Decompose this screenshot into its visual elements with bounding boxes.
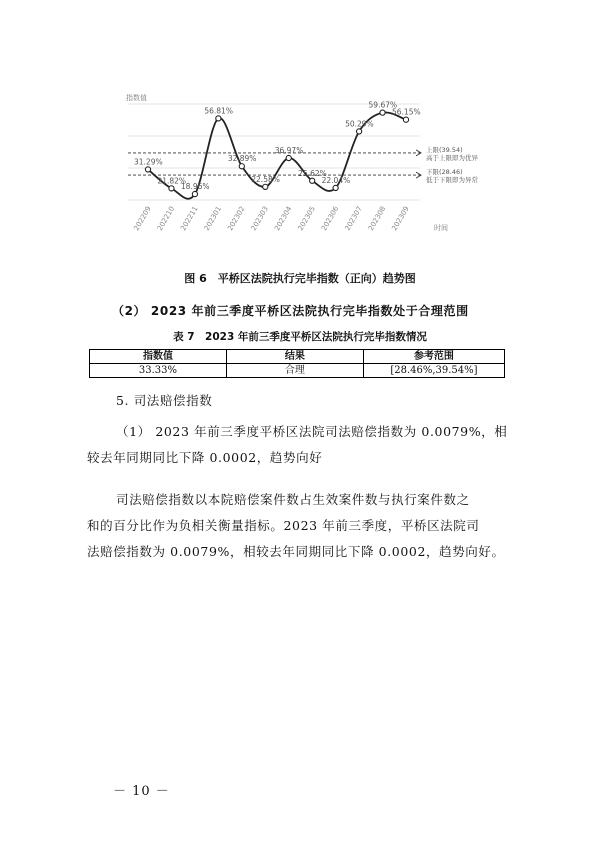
data-label: 31.29% [134,157,163,167]
data-label: 22.04% [321,175,351,185]
table-caption: 表 7 2023 年前三季度平桥区法院执行完毕指数情况 [173,331,427,343]
subsection-1-line1: （1） 2023 年前三季度平桥区法院司法赔偿指数为 0.0079%，相 [116,424,508,439]
data-point [263,184,268,189]
reference-note: 低于下限即为异常 [426,176,478,185]
reference-label: 上限(39.54) [426,145,463,154]
x-tick-label: 202304 [273,205,294,233]
data-point [145,167,150,172]
header-result: 结果 [226,350,363,364]
trend-chart [110,88,478,246]
body-paragraph-line2: 和的百分比作为负相关衡量指标。2023 年前三季度，平桥区法院司 [87,518,480,533]
reference-note: 高于上限即为优异 [426,153,478,162]
cell-reference-range: [28.46%,39.54%] [363,364,504,378]
data-label: 36.97% [274,146,304,156]
data-point [356,129,361,134]
data-label: 59.67% [368,100,398,110]
data-point [333,185,338,190]
x-tick-label: 202302 [226,205,247,233]
body-paragraph-line3: 法赔偿指数为 0.0079%，相较去年同期同比下降 0.0002，趋势向好。 [87,544,505,559]
data-label: 18.96% [180,182,210,192]
x-tick-label: 202211 [179,205,200,233]
x-tick-label: 202307 [343,205,364,233]
data-label: 22.58% [251,174,280,184]
section-5-heading: 5. 司法赔偿指数 [116,393,213,408]
data-point [169,186,174,191]
data-point [403,117,408,122]
section-heading: （2） 2023 年前三季度平桥区法院执行完毕指数处于合理范围 [112,304,469,318]
x-axis-title: 时间 [434,224,448,232]
table-header-row [90,350,505,364]
header-index-value: 指数值 [90,350,227,364]
data-label: 50.29% [345,119,374,129]
data-label: 25.62% [298,168,327,178]
y-axis-title: 指数值 [126,94,147,102]
data-point [192,191,197,196]
cell-result: 合理 [226,364,363,378]
x-tick-labels [132,205,410,233]
data-point [380,110,385,115]
page-number: － 10 － [113,784,170,799]
body-paragraph-line1: 司法赔偿指数以本院赔偿案件数占生效案件数与执行案件数之 [116,492,470,507]
data-label: 32.89% [227,154,257,164]
data-point [216,116,221,121]
data-point [310,178,315,183]
data-label: 56.15% [392,107,421,117]
table-row [90,364,505,378]
x-tick-label: 202306 [320,205,341,233]
x-tick-label: 202303 [249,205,271,233]
index-table [89,349,505,378]
x-tick-label: 202305 [296,205,317,233]
data-point [239,164,244,169]
header-reference-range: 参考范围 [363,350,504,364]
x-tick-label: 202308 [366,205,388,233]
data-point [286,155,291,160]
data-label: 56.81% [204,106,233,116]
x-tick-label: 202309 [390,205,411,233]
subsection-1-line2: 较去年同期同比下降 0.0002，趋势向好 [87,450,323,465]
cell-index-value: 33.33% [90,364,227,378]
x-tick-label: 202301 [202,205,224,233]
x-tick-label: 202209 [132,205,153,233]
data-label: 21.82% [157,176,187,186]
reference-label: 下限(28.46) [426,168,463,177]
figure-caption: 图 6 平桥区法院执行完毕指数（正向）趋势图 [184,272,416,285]
x-tick-label: 202210 [155,205,177,233]
